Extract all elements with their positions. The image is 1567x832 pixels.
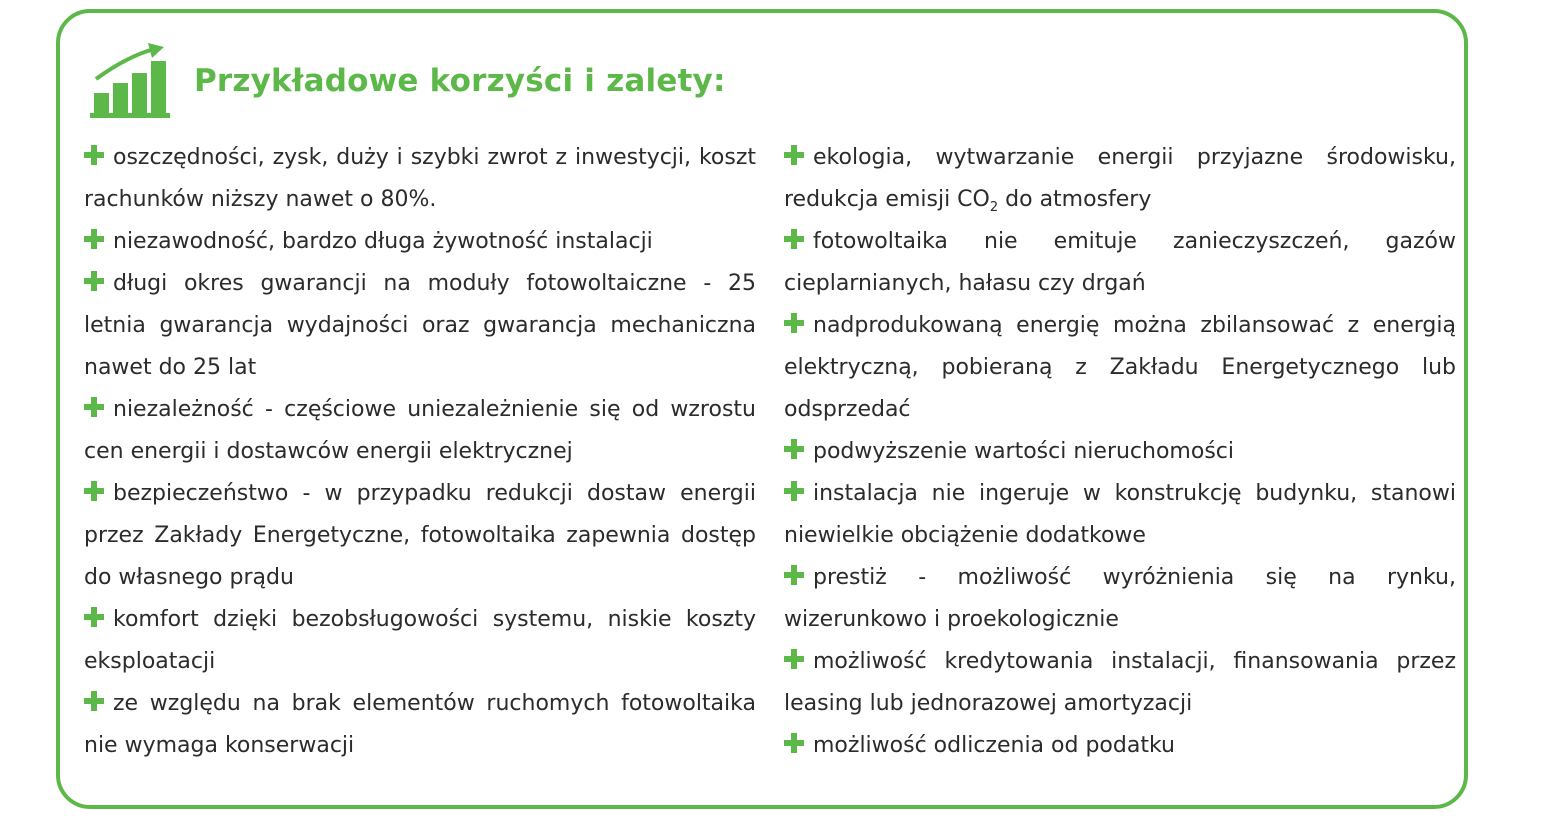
list-item: [784, 473, 1456, 557]
list-item-text-part: do atmosfery: [998, 187, 1152, 212]
list-item: [784, 137, 1456, 221]
list-item: [784, 557, 1456, 641]
list-item: [84, 389, 756, 473]
list-item-text: prestiż - możliwość wyróżnienia się na rynku, wizerunkowo i proekologicznie: [784, 565, 1456, 632]
plus-icon: [784, 145, 804, 165]
list-item-text: komfort dzięki bezobsługowości systemu, niskie koszty eksploatacji: [84, 607, 756, 674]
list-item: [84, 599, 756, 683]
list-item-text: instalacja nie ingeruje w konstrukcję budynku, stanowi niewielkie obciążenie dodatkowe: [784, 481, 1456, 548]
list-item-text: ze względu na brak elementów ruchomych fotowoltaika nie wymaga konserwacji: [84, 691, 756, 758]
plus-icon: [84, 607, 104, 627]
list-item-text: niezawodność, bardzo długa żywotność instalacji: [113, 229, 653, 254]
list-item-text: [784, 145, 1456, 215]
list-item: [84, 137, 756, 221]
list-item: [784, 641, 1456, 725]
list-item-text: możliwość kredytowania instalacji, finansowania przez leasing lub jednorazowej amortyzacji: [784, 649, 1456, 716]
plus-icon: [84, 481, 104, 501]
list-item: [84, 263, 756, 389]
list-item: [84, 221, 756, 263]
list-item-text: nadprodukowaną energię można zbilansować z energią elektryczną, pobieraną z Zakładu Energetycznego lub odsprzedać: [784, 313, 1456, 422]
card-title: Przykładowe korzyści i zalety:: [194, 63, 726, 99]
plus-icon: [84, 397, 104, 417]
plus-icon: [84, 145, 104, 165]
list-item: [784, 305, 1456, 431]
plus-icon: [784, 649, 804, 669]
list-item-text: możliwość odliczenia od podatku: [813, 733, 1175, 758]
benefits-list-right: [784, 137, 1456, 767]
plus-icon: [784, 733, 804, 753]
list-item: [84, 683, 756, 767]
list-item-text: fotowoltaika nie emituje zanieczyszczeń, gazów cieplarnianych, hałasu czy drgań: [784, 229, 1456, 296]
plus-icon: [784, 313, 804, 333]
list-item: [784, 221, 1456, 305]
list-item-text: niezależność - częściowe uniezależnienie się od wzrostu cen energii i dostawców energii elektrycznej: [84, 397, 756, 464]
list-item: [784, 725, 1456, 767]
plus-icon: [784, 481, 804, 501]
list-item: [84, 473, 756, 599]
list-item-text: oszczędności, zysk, duży i szybki zwrot z inwestycji, koszt rachunków niższy nawet o 80%.: [84, 145, 756, 212]
list-item-text: bezpieczeństwo - w przypadku redukcji dostaw energii przez Zakłady Energetyczne, fotowoltaika zapewnia dostęp do własnego prądu: [84, 481, 756, 590]
list-item-text: podwyższenie wartości nieruchomości: [813, 439, 1234, 464]
bar-chart-growth-icon: [90, 41, 170, 121]
plus-icon: [784, 229, 804, 249]
list-item: [784, 431, 1456, 473]
benefits-list-left: [84, 137, 756, 767]
co2-subscript: 2: [989, 200, 999, 215]
plus-icon: [84, 691, 104, 711]
list-item-text-part: ekologia, wytwarzanie energii przyjazne środowisku, redukcja emisji CO: [784, 145, 1456, 212]
plus-icon: [784, 565, 804, 585]
plus-icon: [84, 229, 104, 249]
list-item-text: długi okres gwarancji na moduły fotowoltaiczne - 25 letnia gwarancja wydajności oraz gwarancja mechaniczna nawet do 25 lat: [84, 271, 756, 380]
plus-icon: [84, 271, 104, 291]
plus-icon: [784, 439, 804, 459]
benefits-card: [56, 9, 1468, 809]
